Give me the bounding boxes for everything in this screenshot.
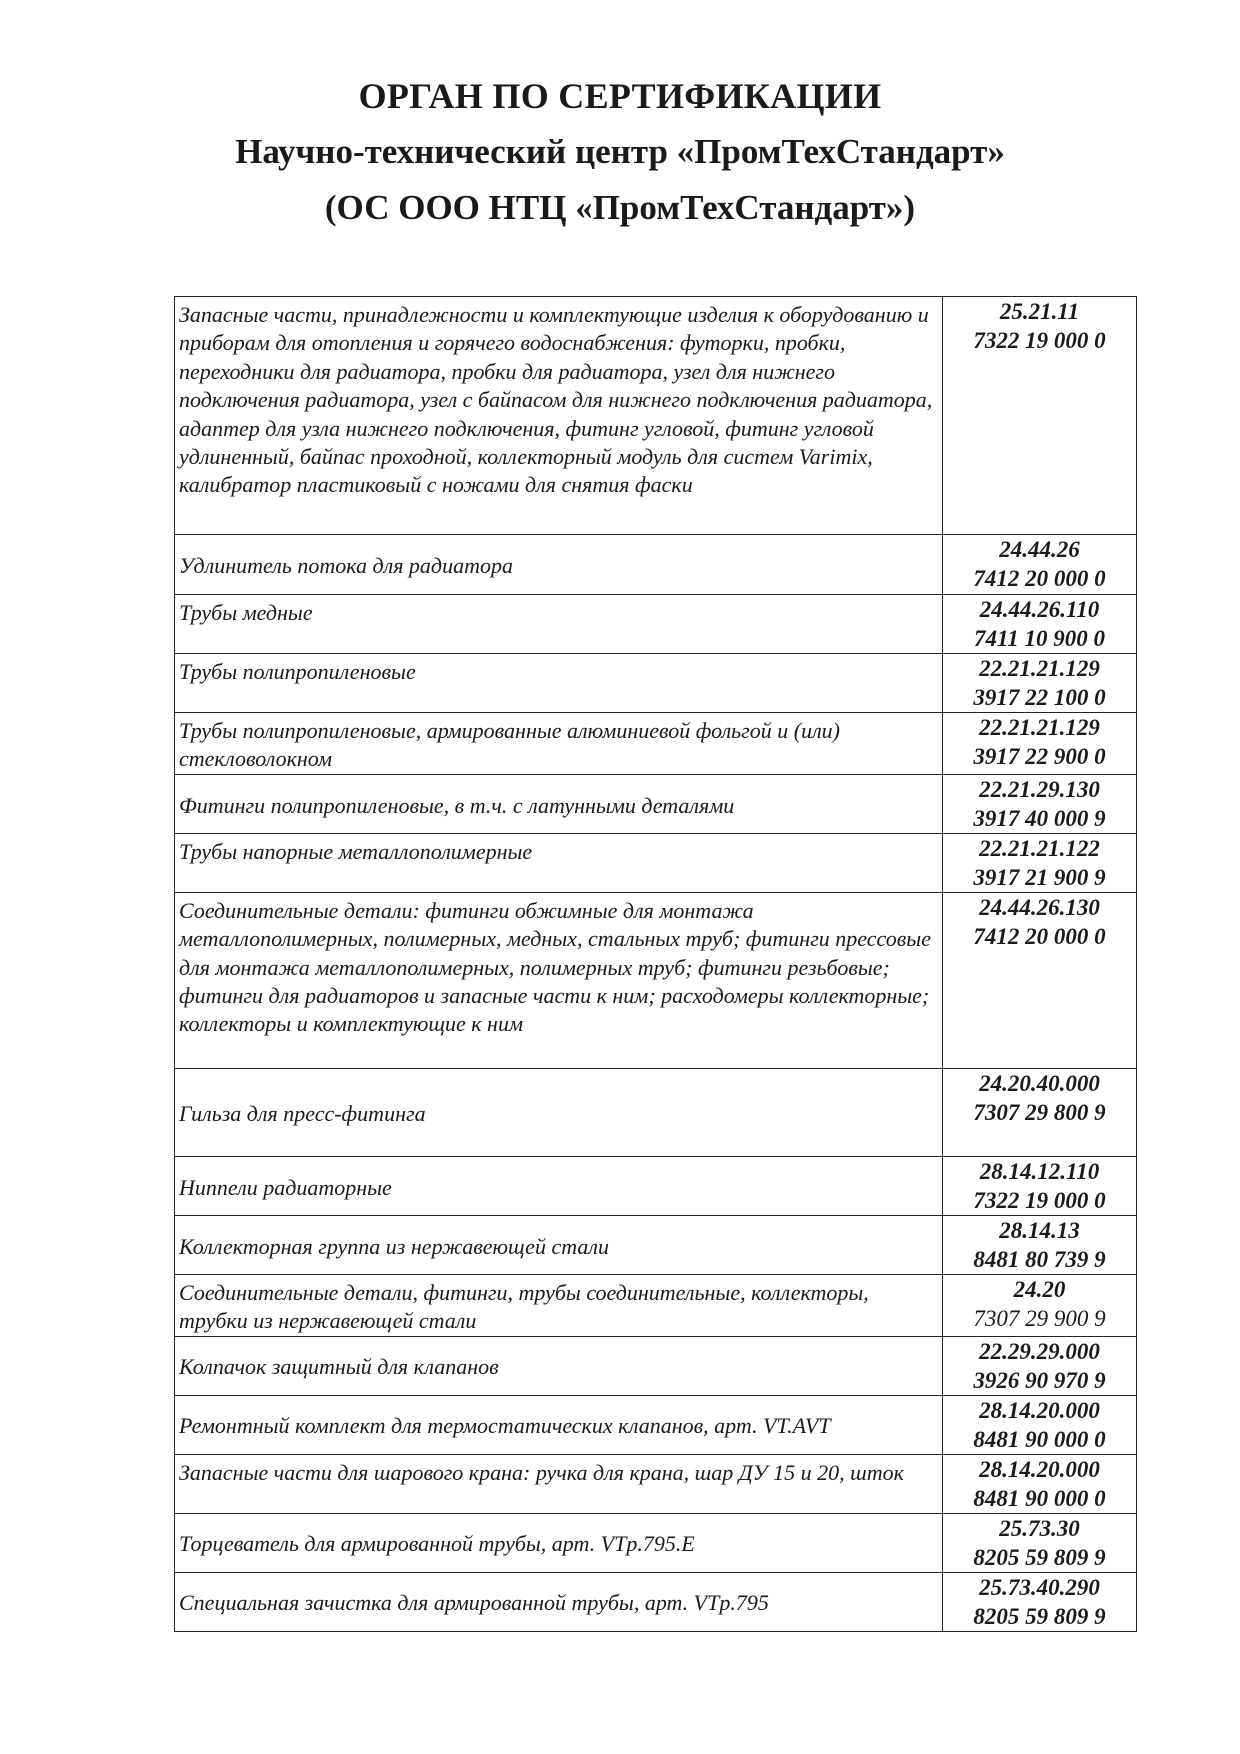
okpd-code: 28.14.12.110 [979, 1158, 1100, 1184]
tnved-code: 8481 90 000 0 [973, 1485, 1106, 1511]
product-codes [943, 1454, 1137, 1513]
table-row [175, 1513, 1137, 1572]
product-codes [943, 297, 1137, 535]
product-codes [943, 595, 1137, 654]
product-description: Специальная зачистка для армированной трубы, арт. VTp.795 [175, 1572, 943, 1631]
product-codes [943, 1572, 1137, 1631]
product-description: Трубы медные [175, 595, 943, 654]
okpd-code: 24.20 [1013, 1276, 1066, 1302]
header-organization: Научно-технический центр «ПромТехСтандарт» [235, 132, 1005, 171]
okpd-code: 24.20.40.000 [979, 1070, 1100, 1096]
table-row [175, 892, 1137, 1068]
tnved-code: 7307 29 800 9 [973, 1099, 1106, 1125]
tnved-code: 3917 21 900 9 [973, 864, 1106, 890]
okpd-code: 28.14.20.000 [979, 1397, 1100, 1423]
product-codes [943, 892, 1137, 1068]
tnved-code: 8205 59 809 9 [973, 1544, 1106, 1570]
product-codes [943, 1336, 1137, 1395]
product-codes [943, 1156, 1137, 1215]
okpd-code: 25.73.40.290 [979, 1574, 1100, 1600]
okpd-code: 22.29.29.000 [979, 1338, 1100, 1364]
okpd-code: 22.21.21.122 [979, 835, 1100, 861]
product-description: Торцеватель для армированной трубы, арт. VTp.795.E [175, 1513, 943, 1572]
okpd-code: 28.14.20.000 [979, 1456, 1100, 1482]
table-row [175, 1068, 1137, 1156]
product-description: Соединительные детали: фитинги обжимные для монтажа металлополимерных, полимерных, медных, стальных труб; фитинги прессовые для монтажа металлополимерных, полимерных труб; фитинги резьбовые; фитинги для радиаторов и запасные части к ним; расходомеры коллекторные; коллекторы и комплектующие к ним [175, 892, 943, 1068]
product-codes [943, 833, 1137, 892]
tnved-code: 3917 22 900 0 [973, 744, 1106, 769]
table-row [175, 595, 1137, 654]
product-codes [943, 654, 1137, 713]
tnved-code: 7412 20 000 0 [973, 923, 1106, 949]
product-codes [943, 713, 1137, 775]
certification-table [174, 296, 1137, 1632]
tnved-code: 7412 20 000 0 [973, 566, 1106, 591]
product-codes [943, 774, 1137, 833]
product-description: Гильза для пресс-фитинга [175, 1068, 943, 1156]
okpd-code: 22.21.29.130 [979, 776, 1100, 802]
product-description: Трубы полипропиленовые, армированные алюминиевой фольгой и (или) стекловолокном [175, 713, 943, 775]
product-description: Запасные части, принадлежности и комплектующие изделия к оборудованию и приборам для отопления и горячего водоснабжения: футорки, пробки, переходники для радиатора, пробки для радиатора, узел для нижнего подключения радиатора, узел с байпасом для нижнего подключения радиатора, адаптер для узла нижнего подключения, фитинг угловой, фитинг угловой удлиненный, байпас проходной, коллекторный модуль для систем Varimix, калибратор пластиковый с ножами для снятия фаски [175, 297, 943, 535]
product-description: Коллекторная группа из нержавеющей стали [175, 1215, 943, 1274]
product-codes [943, 1068, 1137, 1156]
table-row [175, 1156, 1137, 1215]
okpd-code: 24.44.26 [999, 537, 1080, 562]
product-codes [943, 1274, 1137, 1336]
tnved-code: 7411 10 900 0 [974, 626, 1105, 651]
product-description: Ниппели радиаторные [175, 1156, 943, 1215]
table-row [175, 1454, 1137, 1513]
tnved-code: 8205 59 809 9 [973, 1603, 1106, 1629]
okpd-code: 25.21.11 [999, 299, 1080, 324]
tnved-code: 3926 90 970 9 [973, 1367, 1106, 1393]
table-row [175, 1572, 1137, 1631]
okpd-code: 28.14.13 [999, 1217, 1080, 1243]
tnved-code: 7322 19 000 0 [973, 1187, 1106, 1213]
product-description: Фитинги полипропиленовые, в т.ч. с латунными деталями [175, 774, 943, 833]
table-row [175, 1215, 1137, 1274]
tnved-code: 7307 29 900 9 [973, 1305, 1106, 1331]
table-row [175, 535, 1137, 595]
product-description: Трубы напорные металлополимерные [175, 833, 943, 892]
okpd-code: 22.21.21.129 [979, 715, 1100, 740]
table-row [175, 654, 1137, 713]
product-codes [943, 535, 1137, 595]
tnved-code: 3917 40 000 9 [973, 805, 1106, 831]
okpd-code: 24.44.26.130 [979, 894, 1100, 920]
product-description: Ремонтный комплект для термостатических клапанов, арт. VT.AVT [175, 1395, 943, 1454]
header-abbreviation: (ОС ООО НТЦ «ПромТехСтандарт») [324, 188, 916, 227]
table-row [175, 1336, 1137, 1395]
okpd-code: 24.44.26.110 [979, 597, 1100, 622]
product-description: Запасные части для шарового крана: ручка для крана, шар ДУ 15 и 20, шток [175, 1454, 943, 1513]
table-row [175, 833, 1137, 892]
table-row [175, 713, 1137, 775]
product-description: Удлинитель потока для радиатора [175, 535, 943, 595]
product-codes [943, 1513, 1137, 1572]
document-header [0, 68, 1240, 236]
product-codes [943, 1395, 1137, 1454]
tnved-code: 8481 80 739 9 [973, 1246, 1106, 1272]
tnved-code: 8481 90 000 0 [973, 1426, 1106, 1452]
okpd-code: 25.73.30 [999, 1515, 1080, 1541]
tnved-code: 7322 19 000 0 [973, 328, 1106, 353]
product-codes [943, 1215, 1137, 1274]
table-row [175, 297, 1137, 535]
okpd-code: 22.21.21.129 [979, 656, 1100, 681]
product-description: Колпачок защитный для клапанов [175, 1336, 943, 1395]
table-row [175, 1274, 1137, 1336]
table-row [175, 1395, 1137, 1454]
table-row [175, 774, 1137, 833]
tnved-code: 3917 22 100 0 [973, 685, 1106, 710]
product-description: Трубы полипропиленовые [175, 654, 943, 713]
product-description: Соединительные детали, фитинги, трубы соединительные, коллекторы, трубки из нержавеющей стали [175, 1274, 943, 1336]
header-title: ОРГАН ПО СЕРТИФИКАЦИИ [358, 76, 882, 116]
